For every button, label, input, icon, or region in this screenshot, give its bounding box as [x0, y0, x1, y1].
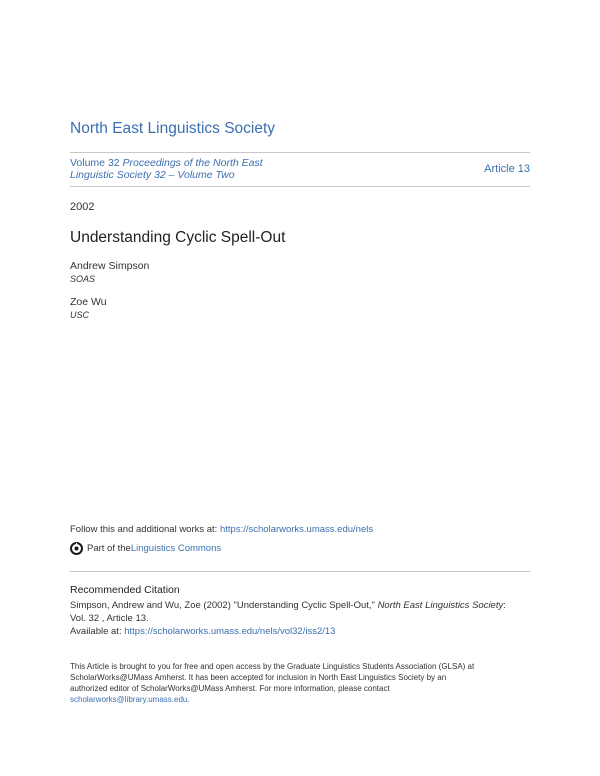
- notice-line: ScholarWorks@UMass Amherst. It has been accepted for inclusion in North East Linguistics Society by an: [70, 673, 447, 682]
- citation-link[interactable]: https://scholarworks.umass.edu/nels/vol32/iss2/13: [124, 626, 336, 637]
- recommended-citation-heading: Recommended Citation: [70, 584, 180, 596]
- follow-link[interactable]: https://scholarworks.umass.edu/nels: [219, 524, 374, 535]
- volume-number: Volume 32: [70, 157, 120, 169]
- article-number[interactable]: Article 13: [484, 163, 530, 175]
- citation-colon: :: [503, 600, 506, 611]
- notice-line: This Article is brought to you for free and open access by the Graduate Linguistics Students Association (GLSA) at: [70, 662, 475, 671]
- citation-authors-title: Simpson, Andrew and Wu, Zoe (2002) "Understanding Cyclic Spell-Out,": [70, 600, 378, 611]
- author-name: Andrew Simpson: [70, 260, 150, 272]
- divider-bottom: [70, 186, 530, 187]
- paper-title: Understanding Cyclic Spell-Out: [70, 229, 286, 246]
- citation-available-label: Available at:: [70, 626, 125, 637]
- volume-proceedings-line1: Proceedings of the North East: [122, 157, 263, 169]
- part-of-text: Part of the: [87, 543, 131, 554]
- journal-title[interactable]: North East Linguistics Society: [70, 120, 276, 137]
- commons-network-icon: [70, 542, 83, 555]
- linguistics-commons-link[interactable]: Linguistics Commons: [130, 543, 222, 554]
- author-affiliation: USC: [70, 310, 90, 320]
- access-notice: [70, 661, 540, 705]
- divider-top: [70, 152, 530, 153]
- citation-volume: Vol. 32 , Article 13.: [70, 613, 149, 624]
- follow-text: Follow this and additional works at:: [70, 524, 220, 535]
- citation-text: [70, 599, 540, 638]
- follow-line: [70, 524, 373, 535]
- notice-period: .: [187, 695, 190, 704]
- volume-proceedings-line2: Linguistic Society 32 – Volume Two: [70, 169, 235, 181]
- volume-info[interactable]: [70, 157, 370, 181]
- contact-email-link[interactable]: scholarworks@library.umass.edu: [70, 695, 188, 704]
- publication-year: 2002: [70, 201, 95, 213]
- author-affiliation: SOAS: [70, 274, 96, 284]
- divider-citation: [70, 571, 530, 572]
- part-of-line: [70, 542, 221, 555]
- citation-journal: North East Linguistics Society: [377, 600, 504, 611]
- author-name: Zoe Wu: [70, 296, 107, 308]
- notice-line: authorized editor of ScholarWorks@UMass Amherst. For more information, please contact: [70, 684, 390, 693]
